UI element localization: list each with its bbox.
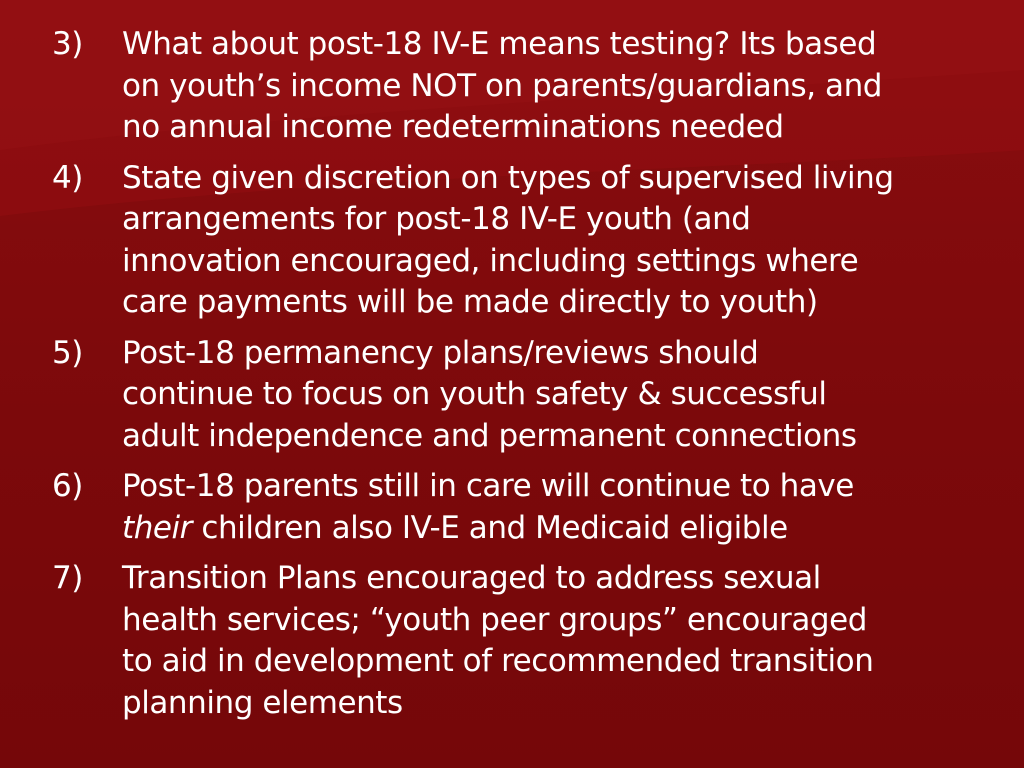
item-text-lead: Post-18 parents still in care will continue to have [122,468,854,504]
item-text: State given discretion on types of supervised living arrangements for post-18 IV-E youth (and innovation encouraged, including settings where care payments will be made directly to youth) [122,159,894,320]
item-text: Transition Plans encouraged to address sexual health services; “youth peer groups” encouraged to aid in development of recommended transition planning elements [122,560,874,721]
numbered-list [52,24,1014,733]
list-item [52,558,1014,724]
item-text-tail: children also IV-E and Medicaid eligible [191,509,788,546]
item-text-emphasis: their [122,509,192,546]
item-number: 4) [52,159,83,196]
list-item [52,24,1014,149]
list-item [52,466,1014,549]
list-item [52,333,1014,458]
item-number: 3) [52,26,83,62]
item-number: 6) [52,468,83,504]
item-text: Post-18 permanency plans/reviews should continue to focus on youth safety & successful adult independence and permanent connections [122,334,857,454]
list-item [52,158,1014,324]
item-text [122,466,1014,549]
item-text: What about post-18 IV-E means testing? Its based on youth’s income NOT on parents/guardians, and no annual income redeterminations needed [122,26,883,145]
item-number: 7) [52,560,83,596]
item-number: 5) [52,334,83,371]
